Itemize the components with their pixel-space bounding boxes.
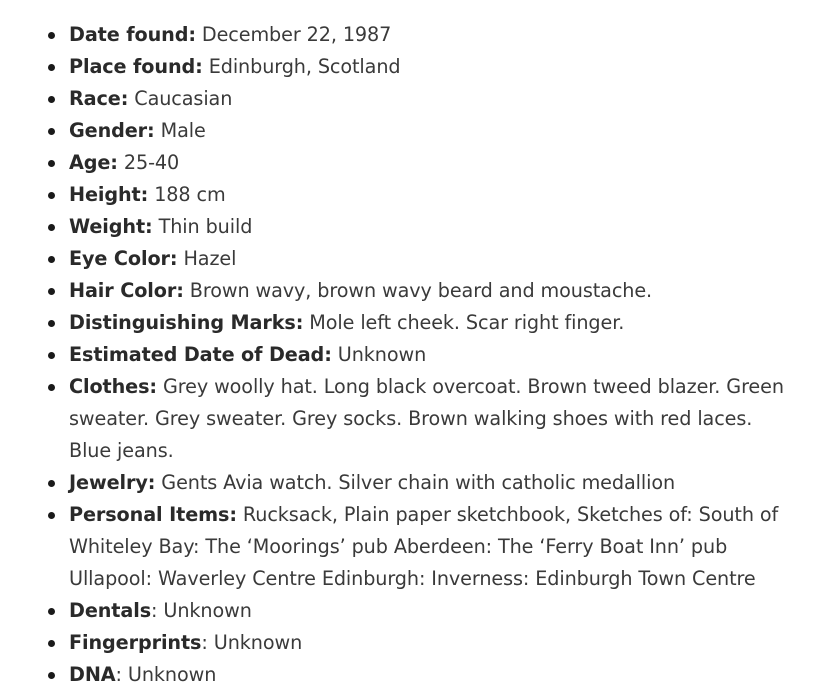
list-item-jewelry — [22, 467, 787, 499]
field-value: : Unknown — [115, 663, 217, 686]
bullet-icon — [48, 192, 55, 199]
bullet-icon — [48, 32, 55, 39]
field-label: Fingerprints — [69, 631, 202, 654]
field-value: Hazel — [177, 247, 237, 270]
field-value: 25-40 — [117, 151, 180, 174]
list-item-fingerprints — [22, 627, 787, 659]
field-value: Unknown — [331, 343, 427, 366]
field-label: Weight: — [69, 215, 153, 238]
field-value: Brown wavy, brown wavy beard and moustache. — [183, 279, 653, 302]
bullet-icon — [48, 384, 55, 391]
field-label: DNA — [69, 663, 116, 686]
list-item-height — [22, 179, 787, 211]
list-item-age — [22, 147, 787, 179]
list-item-race — [22, 83, 787, 115]
field-label: Hair Color: — [69, 279, 184, 302]
field-label: Jewelry: — [69, 471, 156, 494]
field-value: Mole left cheek. Scar right finger. — [303, 311, 625, 334]
list-item-personal-items — [22, 499, 787, 595]
bullet-icon — [48, 480, 55, 487]
bullet-icon — [48, 224, 55, 231]
bullet-icon — [48, 288, 55, 295]
field-value: December 22, 1987 — [195, 23, 392, 46]
list-item-date-found — [22, 19, 787, 51]
list-item-estimated-date — [22, 339, 787, 371]
field-label: Personal Items: — [69, 503, 237, 526]
bullet-icon — [48, 160, 55, 167]
bullet-icon — [48, 96, 55, 103]
bullet-icon — [48, 320, 55, 327]
list-item-distinguishing-marks — [22, 307, 787, 339]
bullet-icon — [48, 640, 55, 647]
field-value: Edinburgh, Scotland — [202, 55, 401, 78]
field-value: Male — [154, 119, 206, 142]
list-item-place-found — [22, 51, 787, 83]
field-label: Dentals — [69, 599, 152, 622]
bullet-icon — [48, 512, 55, 519]
field-label: Place found: — [69, 55, 203, 78]
list-item-clothes — [22, 371, 787, 467]
field-value: Rucksack, Plain paper sketchbook, Sketches of: South of Whiteley Bay: The ‘Moorings’ pub Aberdeen: The ‘Ferry Boat Inn’ pub Ullapool: Waverley Centre Edinburgh: Inverness: Edinburgh Town Centre — [69, 503, 779, 590]
list-item-dentals — [22, 595, 787, 627]
bullet-icon — [48, 608, 55, 615]
list-item-weight — [22, 211, 787, 243]
field-label: Gender: — [69, 119, 155, 142]
bullet-icon — [48, 256, 55, 263]
details-list — [22, 19, 787, 691]
field-label: Clothes: — [69, 375, 157, 398]
field-label: Height: — [69, 183, 149, 206]
bullet-icon — [48, 64, 55, 71]
field-value: Thin build — [152, 215, 253, 238]
field-label: Eye Color: — [69, 247, 178, 270]
field-label: Age: — [69, 151, 118, 174]
bullet-icon — [48, 128, 55, 135]
field-value: Caucasian — [128, 87, 233, 110]
field-value: Grey woolly hat. Long black overcoat. Brown tweed blazer. Green sweater. Grey sweater. Grey socks. Brown walking shoes with red laces. Blue jeans. — [69, 375, 784, 462]
field-label: Distinguishing Marks: — [69, 311, 304, 334]
field-label: Date found: — [69, 23, 196, 46]
field-value: Gents Avia watch. Silver chain with catholic medallion — [155, 471, 676, 494]
field-label: Race: — [69, 87, 129, 110]
bullet-icon — [48, 672, 55, 679]
list-item-hair-color — [22, 275, 787, 307]
list-item-dna — [22, 659, 787, 691]
list-item-gender — [22, 115, 787, 147]
bullet-icon — [48, 352, 55, 359]
field-label: Estimated Date of Dead: — [69, 343, 332, 366]
field-value: : Unknown — [151, 599, 252, 622]
list-item-eye-color — [22, 243, 787, 275]
field-value: 188 cm — [148, 183, 226, 206]
field-value: : Unknown — [201, 631, 303, 654]
